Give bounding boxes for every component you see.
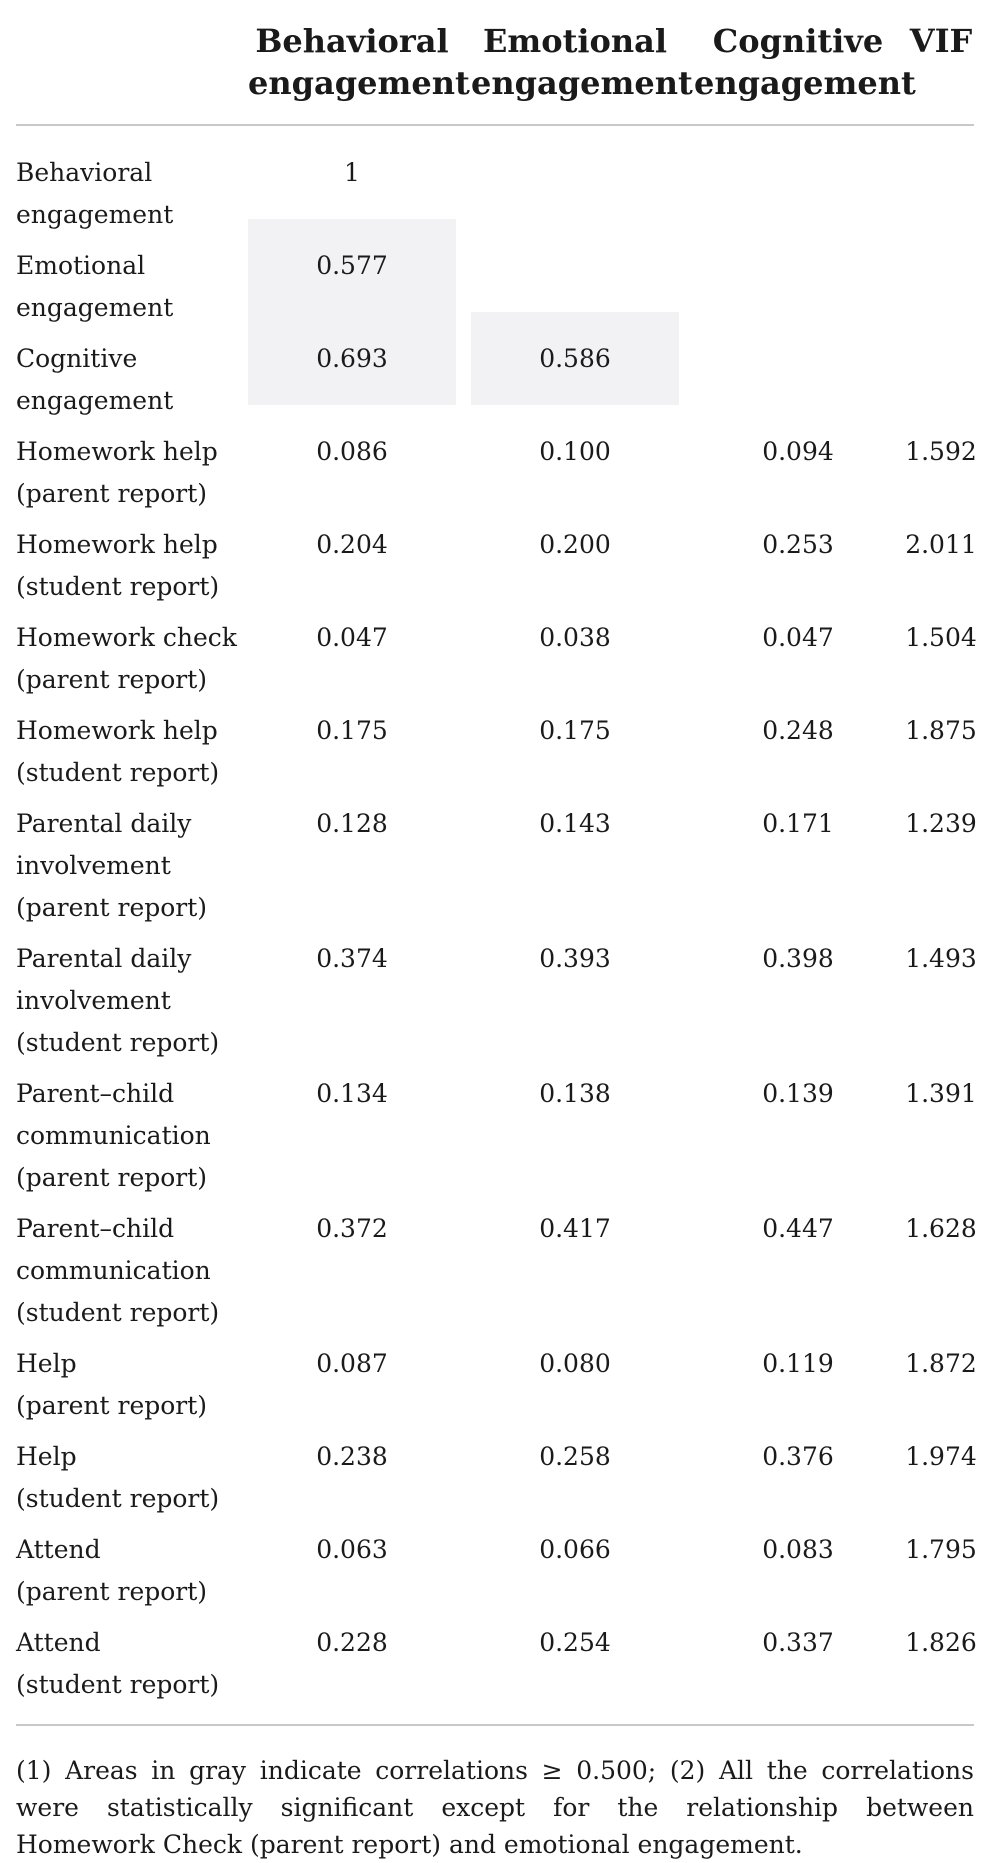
header-line: engagement	[694, 64, 916, 102]
table-row	[16, 1317, 977, 1420]
table-cell: 0.038	[539, 623, 611, 652]
table-cell: 0.254	[539, 1628, 611, 1657]
table-cell: 0.204	[316, 530, 388, 559]
footnote: (1) Areas in gray indicate correlations ≥ 0.500; (2) All the correlations were statistically significant except for the relationship between Homework Check (parent report) and emotional engagement.	[16, 1724, 974, 1863]
row-label-line: Emotional	[16, 251, 146, 280]
header-vif	[896, 20, 986, 62]
row-label-line: Parental daily	[16, 944, 192, 973]
header-emotional	[471, 20, 693, 104]
row-label-line: (student report)	[16, 1028, 220, 1057]
table-cell: 0.393	[539, 944, 611, 973]
row-label-line: Cognitive	[16, 344, 138, 373]
table-cell: 0.066	[539, 1535, 611, 1564]
row-label-line: engagement	[16, 200, 174, 229]
table-cell: 0.138	[539, 1079, 611, 1108]
row-label-line: (parent report)	[16, 1163, 208, 1192]
table-cell: 0.083	[762, 1535, 834, 1564]
row-label-line: Help	[16, 1442, 77, 1471]
header-line: engagement	[248, 64, 470, 102]
row-label-line: communication	[16, 1256, 211, 1285]
table-row	[16, 912, 977, 1057]
table	[16, 0, 977, 1699]
table-row	[16, 126, 974, 229]
table-cell: 1.391	[905, 1079, 977, 1108]
header-line: engagement	[471, 64, 693, 102]
table-cell: 0.258	[539, 1442, 611, 1471]
table-cell: 0.577	[316, 251, 388, 280]
table-cell: 0.143	[539, 809, 611, 838]
row-label-line: engagement	[16, 386, 174, 415]
table-cell: 0.447	[762, 1214, 834, 1243]
table-cell: 0.063	[316, 1535, 388, 1564]
table-cell: 1.628	[905, 1214, 977, 1243]
row-label-line: Homework help	[16, 716, 218, 745]
table-cell: 0.047	[316, 623, 388, 652]
table-cell: 0.693	[316, 344, 388, 373]
row-label-line: Behavioral	[16, 158, 153, 187]
header-cognitive	[694, 20, 916, 104]
row-label-line: Homework help	[16, 437, 218, 466]
row-label-line: (parent report)	[16, 1391, 208, 1420]
table-cell: 0.253	[762, 530, 834, 559]
table-row	[16, 777, 977, 922]
table-cell: 0.417	[539, 1214, 611, 1243]
table-cell: 0.128	[316, 809, 388, 838]
row-label-line: (parent report)	[16, 1577, 208, 1606]
header-line: Behavioral	[255, 22, 449, 60]
row-label-line: (parent report)	[16, 665, 208, 694]
table-cell: 0.248	[762, 716, 834, 745]
row-label-line: Homework help	[16, 530, 218, 559]
table-cell: 0.094	[762, 437, 834, 466]
table-cell: 0.119	[762, 1349, 834, 1378]
table-cell: 0.376	[762, 1442, 834, 1471]
table-cell: 1.795	[905, 1535, 977, 1564]
table-cell: 0.087	[316, 1349, 388, 1378]
table-row	[16, 405, 977, 508]
table-cell: 0.228	[316, 1628, 388, 1657]
table-cell: 0.372	[316, 1214, 388, 1243]
table-header	[16, 0, 974, 126]
header-line: Cognitive	[712, 22, 884, 60]
row-label	[16, 938, 236, 1064]
table-cell: 0.586	[539, 344, 611, 373]
table-row	[16, 1182, 977, 1327]
table-cell: 0.100	[539, 437, 611, 466]
row-label-line: Attend	[16, 1535, 101, 1564]
table-row	[16, 498, 977, 601]
table-cell: 0.047	[762, 623, 834, 652]
table-cell: 0.398	[762, 944, 834, 973]
table-cell: 1	[344, 158, 360, 187]
row-label-line: Homework check	[16, 623, 237, 652]
table-cell: 0.086	[316, 437, 388, 466]
row-label-line: Parental daily	[16, 809, 192, 838]
table-row	[16, 684, 977, 787]
header-behavioral	[248, 20, 470, 104]
table-row	[16, 1503, 977, 1606]
row-label-line: (parent report)	[16, 479, 208, 508]
header-line: VIF	[909, 22, 973, 60]
row-label-line: involvement	[16, 851, 171, 880]
table-cell: 0.374	[316, 944, 388, 973]
row-label	[16, 1208, 236, 1334]
row-label-line: involvement	[16, 986, 171, 1015]
row-label-line: communication	[16, 1121, 211, 1150]
table-cell: 0.337	[762, 1628, 834, 1657]
table-cell: 0.134	[316, 1079, 388, 1108]
table-row	[16, 1596, 977, 1699]
row-label-line: Parent–child	[16, 1214, 175, 1243]
table-cell: 1.239	[905, 809, 977, 838]
table-row	[16, 591, 977, 694]
table-cell: 0.139	[762, 1079, 834, 1108]
header-line: Emotional	[482, 22, 668, 60]
table-cell: 1.875	[905, 716, 977, 745]
row-label-line: Parent–child	[16, 1079, 175, 1108]
table-cell: 0.080	[539, 1349, 611, 1378]
table-cell: 0.175	[539, 716, 611, 745]
table-cell: 1.493	[905, 944, 977, 973]
row-label-line: Help	[16, 1349, 77, 1378]
table-row	[16, 1410, 977, 1513]
table-cell: 1.826	[905, 1628, 977, 1657]
row-label-line: (student report)	[16, 1670, 220, 1699]
row-label-line: (student report)	[16, 1298, 220, 1327]
table-body	[16, 126, 977, 1699]
table-cell: 1.974	[905, 1442, 977, 1471]
table-cell: 0.175	[316, 716, 388, 745]
row-label	[16, 1622, 236, 1706]
row-label	[16, 803, 236, 929]
table-cell: 1.504	[905, 623, 977, 652]
table-cell: 0.238	[316, 1442, 388, 1471]
table-cell: 0.200	[539, 530, 611, 559]
row-label-line: (student report)	[16, 1484, 220, 1513]
table-row	[16, 219, 974, 322]
table-cell: 0.171	[762, 809, 834, 838]
row-label-line: engagement	[16, 293, 174, 322]
row-label-line: (student report)	[16, 758, 220, 787]
row-label	[16, 1073, 236, 1199]
row-label-line: (student report)	[16, 572, 220, 601]
table-cell: 1.872	[905, 1349, 977, 1378]
table-cell: 1.592	[905, 437, 977, 466]
row-label-line: (parent report)	[16, 893, 208, 922]
table-row	[16, 1047, 977, 1192]
table-cell: 2.011	[905, 530, 977, 559]
table-row	[16, 312, 974, 415]
row-label-line: Attend	[16, 1628, 101, 1657]
